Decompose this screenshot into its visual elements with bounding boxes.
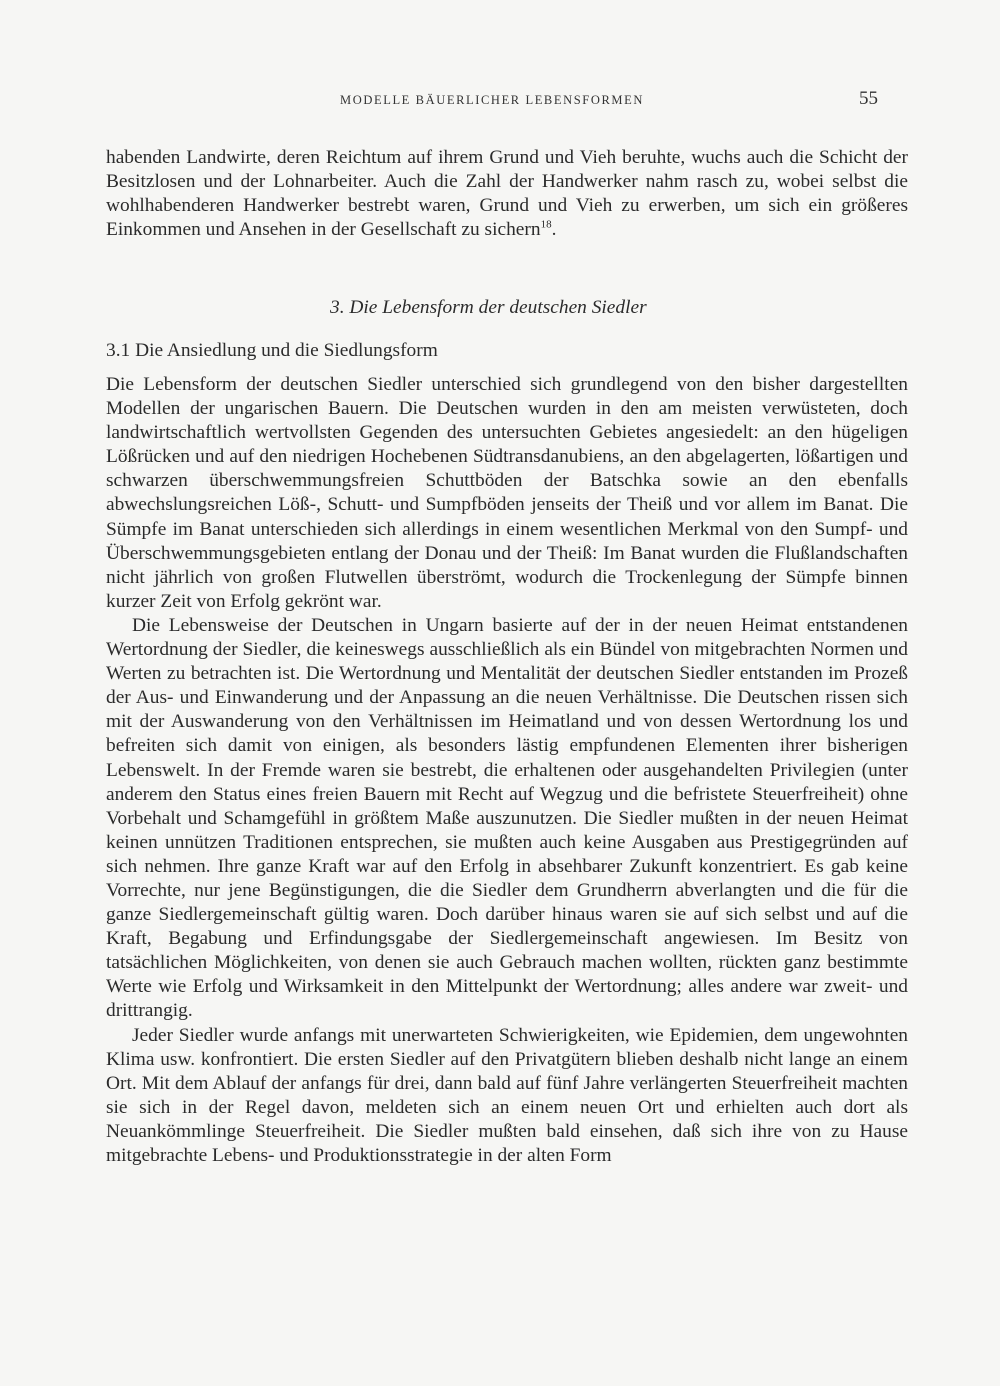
body-paragraph: Die Lebensweise der Deutschen in Ungarn basierte auf der in der neuen Heimat entstandenen Wertordnung der Siedler, die keineswegs ausschließlich als ein Bündel von mitgebrachten Normen und Werten zu betrachten ist. Die Wertordnung und Mentalität der deutschen Siedler entstanden im Prozeß der Aus- und Einwanderung und der Anpassung an die neuen Verhältnisse. Die Deutschen rissen sich mit der Auswanderung von den Verhältnissen im Heimatland und von dessen Wertordnung los und befreiten sich damit von einigen, als besonders lästig empfundenen Elementen ihrer bisherigen Lebenswelt. In der Fremde waren sie bestrebt, die erhaltenen oder ausgehandelten Privilegien (unter anderem den Status eines freien Bauern mit Recht auf Wegzug und die befristete Steuerfreiheit) ohne Vorbehalt und Schamgefühl in größtem Maße auszunutzen. Die Siedler mußten in der neuen Heimat keinen unnützen Traditionen entsprechen, sie mußten auch keine Ausgaben aus Prestigegründen auf sich nehmen. Ihre ganze Kraft war auf den Erfolg in absehbarer Zukunft konzentriert. Es gab keine Vorrechte, nur jene Begünstigungen, die die Siedler dem Grundherrn abverlangten und die für die ganze Siedlergemeinschaft gültig waren. Doch darüber hinaus waren sie auf sich selbst und auf die Kraft, Begabung und Erfindungsgabe der Siedlergemeinschaft angewiesen. Im Besitz von tatsächlichen Möglichkeiten, von denen sie auch Gebrauch machen wollten, rückten ganz bestimmte Werte wie Erfolg und Wirksamkeit in den Mittelpunkt der Wertordnung; alles andere war zweit- und drittrangig. [106,614,908,1022]
section-body [106,373,908,1168]
body-paragraph: Die Lebensform der deutschen Siedler unterschied sich grundlegend von den bisher dargestellten Modellen der ungarischen Bauern. Die Deutschen wurden in den am meisten verwüsteten, doch landwirtschaftlich wertvollsten Gegenden des untersuchten Gebietes angesiedelt: an den hügeligen Lößrücken und auf den niedrigen Hochebenen Südtransdanubiens, an den abgelagerten, lößartigen und schwarzen überschwemmungsfreien Schuttböden der Batschka sowie an den ebenfalls abwechslungsreichen Löß-, Schutt- und Sumpfböden jenseits der Theiß und vor allem im Banat. Die Sümpfe im Banat unterschieden sich allerdings in einem wesentlichen Merkmal von den Sumpf- und Überschwemmungsgebieten entlang der Donau und der Theiß: Im Banat wurden die Flußlandschaften nicht jährlich von großen Flutwellen überströmt, wodurch die Trockenlegung der Sümpfe binnen kurzer Zeit von Erfolg gekrönt war. [106,374,908,612]
intro-paragraph-trailing: . [551,219,557,241]
intro-paragraph [106,146,908,242]
page-number: 55 [859,88,878,109]
subsection-heading: 3.1 Die Ansiedlung und die Siedlungsform [106,340,438,361]
body-paragraph: Jeder Siedler wurde anfangs mit unerwarteten Schwierigkeiten, wie Epidemien, dem ungewohnten Klima usw. konfrontiert. Die ersten Siedler auf den Privatgütern blieben deshalb nicht lange an einem Ort. Mit dem Ablauf der anfangs für drei, dann bald auf fünf Jahre verlängerten Steuerfreiheit machten sie sich in der Regel davon, meldeten sich an einem neuen Ort und erhielten auch dort als Neuankömmlinge Steuerfreiheit. Die Siedler mußten bald einsehen, daß sich ihre von zu Hause mitgebrachte Lebens- und Produktionsstrategie in der alten Form [106,1024,908,1166]
running-header: MODELLE BÄUERLICHER LEBENSFORMEN [340,93,644,107]
section-heading: 3. Die Lebensform der deutschen Siedler [330,297,647,318]
footnote-reference[interactable]: 18 [540,218,552,231]
intro-paragraph-text: habenden Landwirte, deren Reichtum auf ihrem Grund und Vieh beruhte, wuchs auch die Schicht der Besitzlosen und der Lohnarbeiter. Auch die Zahl der Handwerker nahm rasch zu, wobei selbst die wohlhabenderen Handwerker bestrebt waren, Grund und Vieh zu erwerben, um sich ein größeres Einkommen und Ansehen in der Gesellschaft zu sichern [106,147,908,241]
